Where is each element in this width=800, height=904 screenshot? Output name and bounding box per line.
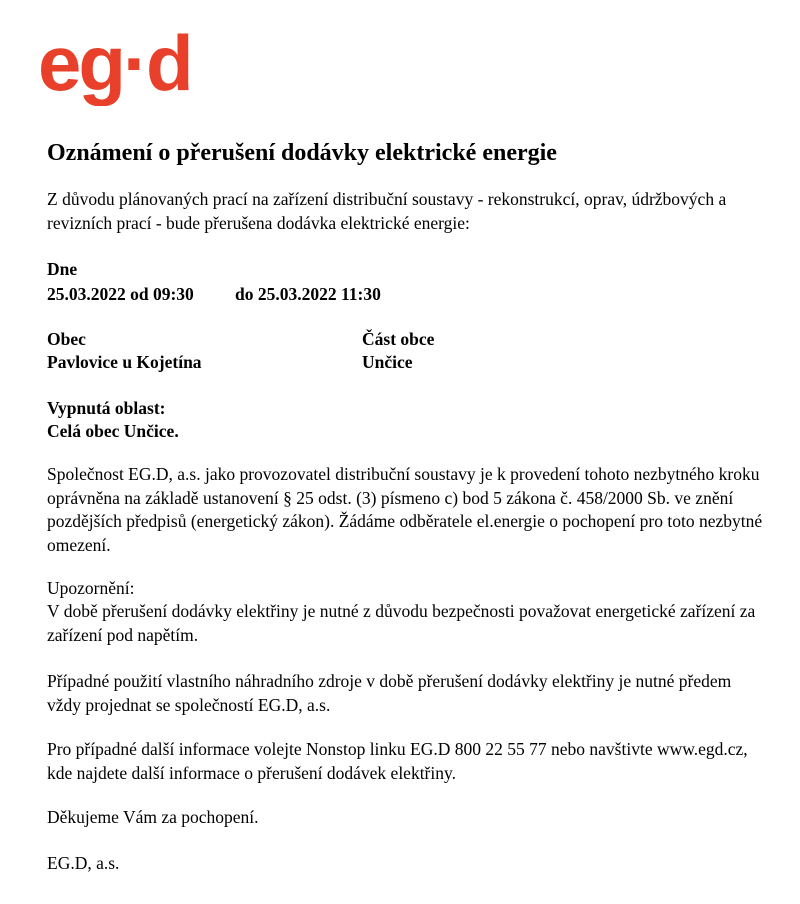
legal-text: Společnost EG.D, a.s. jako provozovatel distribuční soustavy je k provedení tohoto nezbytného kroku oprávněna na základě ustanovení § 25 odst. (3) písmeno c) bod 5 zákona č. 458/2000 Sb. ve znění pozdějších předpisů (energetický zákon). Žádáme odběratele el.energie o pochopení pro toto nezbytné omezení. (47, 464, 763, 555)
page-title: Oznámení o přerušení dodávky elektrické energie (47, 140, 557, 166)
date-to: do 25.03.2022 11:30 (235, 284, 381, 304)
intro-text: Z důvodu plánovaných prací na zařízení distribuční soustavy - rekonstrukcí, oprav, údržbových a revizních prací - bude přerušena dodávka elektrické energie: (47, 189, 727, 233)
warning-text: V době přerušení dodávky elektřiny je nutné z důvodu bezpečnosti považovat energetické zařízení za zařízení pod napětím. (47, 601, 756, 645)
egd-logo (38, 26, 208, 106)
municipality-label: Obec (47, 329, 86, 349)
date-from: 25.03.2022 od 09:30 (47, 284, 194, 304)
district-value: Unčice (362, 352, 413, 372)
area-label: Vypnutá oblast: (47, 398, 166, 418)
egd-logo-text: eg·d (38, 26, 191, 106)
thanks-text: Děkujeme Vám za pochopení. (47, 807, 259, 827)
municipality-value: Pavlovice u Kojetína (47, 352, 202, 372)
date-label: Dne (47, 259, 78, 279)
area-value: Celá obec Unčice. (47, 421, 179, 441)
signature: EG.D, a.s. (47, 853, 120, 873)
egd-logo-graphic (38, 26, 208, 106)
warning-label: Upozornění: (47, 578, 135, 598)
backup-source-text: Případné použití vlastního náhradního zdroje v době přerušení dodávky elektřiny je nutné předem vždy projednat se společností EG.D, a.s. (47, 671, 732, 715)
district-label: Část obce (362, 329, 435, 349)
info-text: Pro případné další informace volejte Nonstop linku EG.D 800 22 55 77 nebo navštivte www.egd.cz, kde najdete další informace o přerušení dodávek elektřiny. (47, 739, 748, 783)
